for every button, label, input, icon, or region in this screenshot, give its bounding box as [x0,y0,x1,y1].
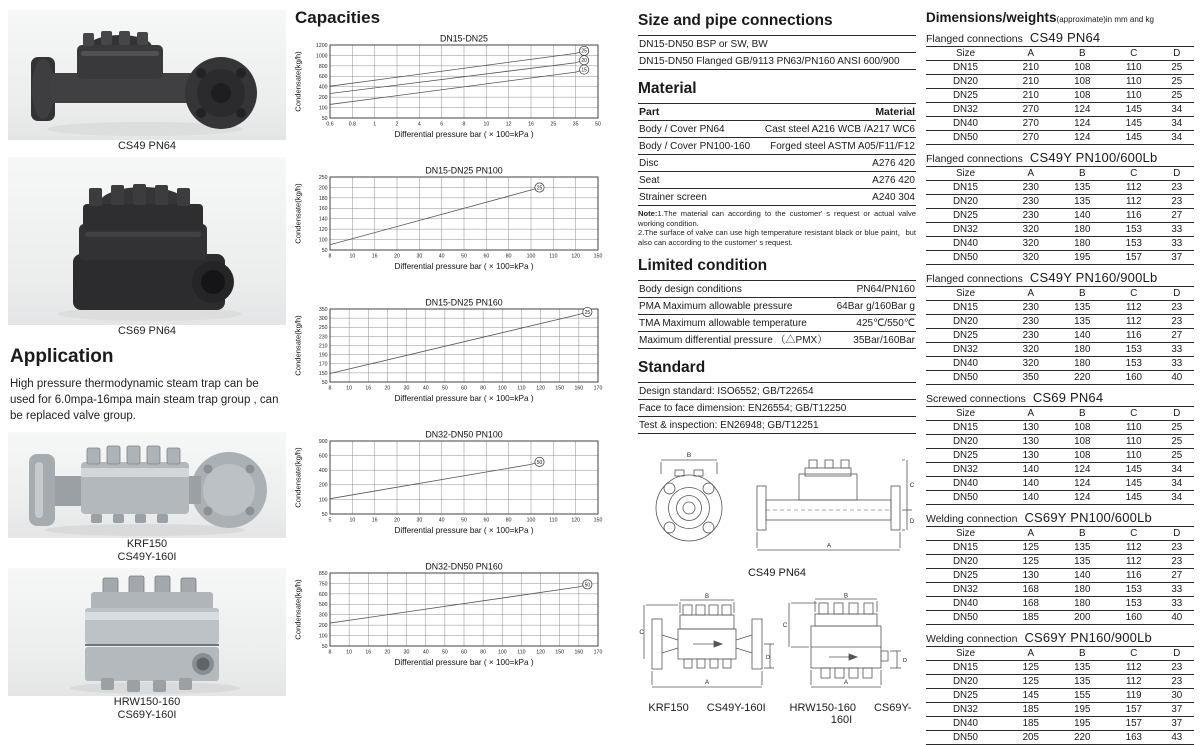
table-row: DN50 205 220 163 43 [926,731,1194,745]
svg-text:35: 35 [572,121,579,128]
table-row: DN32 140 124 145 34 [926,463,1194,477]
svg-text:8: 8 [328,385,332,392]
application-text: High pressure thermodynamic steam trap can be used for 6.0mpa-16mpa main steam trap group , can be replaced valve group. [10,378,279,422]
capacity-chart-dn32-dn50-pn100 [293,428,627,555]
svg-text:20: 20 [394,517,400,524]
dim-table-screwed-cs69-pn64 [926,390,1194,505]
spec-row: DN15-DN50 Flanged GB/9113 PN63/PN160 ANSI 600/900 [638,53,916,70]
krf150-drawing [638,593,776,695]
svg-text:A: A [843,680,849,686]
svg-text:150: 150 [555,385,565,392]
svg-text:190: 190 [318,352,328,359]
table-caption: Welding connection CS69Y PN160/900Lb [926,630,1152,645]
spec-row: Seat A276 420 [638,172,916,189]
capacity-chart-dn32-dn50-pn160 [293,560,627,687]
hrw150-drawing [781,593,911,695]
table-row: DN15 230 135 112 23 [926,301,1194,315]
svg-text:Condensate(kg/h): Condensate(kg/h) [293,579,303,640]
svg-text:110: 110 [517,385,526,392]
svg-text:250: 250 [318,325,328,332]
table-row: DN20 125 135 112 23 [926,675,1194,689]
svg-text:DN15-DN25: DN15-DN25 [440,33,488,44]
svg-text:Differential pressure bar ( ×: Differential pressure bar ( × 100=kPa ) [394,526,534,535]
spec-row: Test & inspection: EN26948; GB/T12251 [638,417,916,434]
svg-text:150: 150 [318,370,328,377]
spec-row: Face to face dimension: EN26554; GB/T12250 [638,400,916,417]
material-header-row: Part Material [638,104,916,121]
svg-text:60: 60 [483,253,490,260]
svg-text:10: 10 [346,649,353,656]
svg-text:D: D [903,658,907,664]
svg-text:1: 1 [373,121,377,128]
spec-row: Strainer screen A240 304 [638,189,916,206]
column-header: B [1057,167,1109,181]
table-caption: Screwed connections CS69 PN64 [926,390,1104,405]
svg-text:350: 350 [318,306,328,313]
svg-text:120: 120 [318,227,328,234]
product-photos-column [8,0,286,722]
svg-text:8: 8 [328,253,332,260]
table-row: DN40 168 180 153 33 [926,597,1194,611]
svg-text:400: 400 [318,84,328,91]
svg-text:50: 50 [321,379,328,386]
cs49-drawing-caption: CS49 PN64 [747,567,807,579]
svg-text:50: 50 [321,115,328,122]
svg-text:100: 100 [526,517,536,524]
dimensions-table [926,286,1194,385]
dim-table-flanged-cs49y-pn160 [926,270,1194,385]
svg-text:16: 16 [371,517,378,524]
svg-text:10: 10 [349,253,356,260]
photo-cs69-pn64 [8,157,286,325]
svg-text:C: C [909,483,915,489]
table-row: DN15 210 108 110 25 [926,61,1194,75]
svg-text:100: 100 [318,237,328,244]
dimensions-table [926,406,1194,505]
column-header: B [1057,287,1109,301]
svg-text:200: 200 [318,482,328,489]
capacity-chart-dn15-dn25 [293,32,627,159]
svg-text:20: 20 [384,385,391,392]
svg-text:8: 8 [328,649,332,656]
column-header: D [1160,47,1194,61]
svg-text:50: 50 [441,649,448,656]
table-row: DN15 230 135 112 23 [926,181,1194,195]
dim-table-welding-cs69y-pn160 [926,630,1194,745]
svg-text:16: 16 [371,253,378,260]
svg-text:150: 150 [593,253,603,260]
size-section-title: Size and pipe connections [638,12,833,29]
svg-text:120: 120 [536,385,545,392]
table-row: DN20 210 108 110 25 [926,75,1194,89]
application-section [8,346,286,424]
photo-cs49-pn64 [8,10,286,140]
svg-text:50: 50 [321,247,328,254]
svg-text:110: 110 [549,517,558,524]
spec-row: TMA Maximum allowable temperature 425℃/550℃ [638,315,916,332]
svg-text:300: 300 [318,612,328,619]
table-row: DN25 210 108 110 25 [926,89,1194,103]
table-caption: Flanged connections CS49Y PN100/600Lb [926,150,1158,165]
svg-text:10: 10 [349,517,356,524]
svg-text:0.6: 0.6 [326,121,334,128]
table-row: DN20 230 135 112 23 [926,315,1194,329]
valve-photo-illustration [15,434,280,538]
svg-text:230: 230 [318,334,328,341]
svg-text:4: 4 [417,121,421,128]
table-row: DN20 125 135 112 23 [926,555,1194,569]
capacity-chart-dn15-dn25-pn160 [293,296,627,423]
svg-text:80: 80 [480,649,487,656]
dim-table-welding-cs69y-pn100 [926,510,1194,625]
capacities-title: Capacities [295,8,381,27]
column-header: D [1160,167,1194,181]
svg-text:B: B [686,452,692,459]
svg-text:1200: 1200 [315,42,328,49]
table-row: DN15 125 135 112 23 [926,541,1194,555]
svg-text:100: 100 [318,633,328,640]
spec-row: Maximum differential pressure （△PMX） 35Bar/160Bar [638,332,916,349]
svg-text:750: 750 [318,581,328,588]
svg-text:30: 30 [416,517,423,524]
column-header: Size [926,407,1005,421]
hrw150-technical-drawing [776,593,916,726]
svg-text:20: 20 [394,253,400,260]
svg-text:Differential pressure bar ( ×: Differential pressure bar ( × 100=kPa ) [394,262,534,271]
table-row: DN50 185 200 160 40 [926,611,1194,625]
photo-hrw150 [8,568,286,696]
svg-text:Differential pressure bar ( ×: Differential pressure bar ( × 100=kPa ) [394,130,534,139]
valve-photo-illustration [15,162,280,325]
table-row: DN25 130 108 110 25 [926,449,1194,463]
table-row: DN32 320 180 153 33 [926,343,1194,357]
table-row: DN15 130 108 110 25 [926,421,1194,435]
table-caption: Flanged connections CS49 PN64 [926,30,1101,45]
dim-table-flanged-cs49y-pn100 [926,150,1194,265]
svg-text:16: 16 [365,385,372,392]
column-header: D [1160,407,1194,421]
svg-text:160: 160 [318,206,328,213]
spec-row: Body design conditions PN64/PN160 [638,281,916,298]
column-header: C [1108,287,1160,301]
table-row: DN20 130 108 110 25 [926,435,1194,449]
svg-text:50: 50 [461,253,467,260]
svg-text:C: C [639,630,644,636]
dim-table-flanged-cs49-pn64 [926,30,1194,145]
spec-row: DN15-DN50 BSP or SW, BW [638,36,916,53]
svg-text:80: 80 [505,253,512,260]
svg-text:Differential pressure bar ( ×: Differential pressure bar ( × 100=kPa ) [394,394,534,403]
table-row: DN25 230 140 116 27 [926,209,1194,223]
table-row: DN50 350 220 160 40 [926,371,1194,385]
column-header: A [1005,647,1057,661]
capacity-chart-dn15-dn25-pn100 [293,164,627,291]
svg-text:40: 40 [422,385,429,392]
svg-text:A: A [826,542,832,550]
svg-text:1000: 1000 [315,53,328,60]
svg-text:8: 8 [462,121,466,128]
svg-text:160: 160 [574,385,584,392]
svg-text:120: 120 [571,253,580,260]
column-header: C [1108,527,1160,541]
svg-text:Condensate(kg/h): Condensate(kg/h) [293,447,303,508]
table-row: DN32 185 195 157 37 [926,703,1194,717]
table-row: DN20 230 135 112 23 [926,195,1194,209]
spec-row: Design standard: ISO6552; GB/T22654 [638,383,916,400]
material-section-title: Material [638,80,697,97]
svg-text:C: C [782,623,788,629]
dimensions-table [926,166,1194,265]
application-title: Application [10,346,114,367]
table-row: DN40 320 180 153 33 [926,237,1194,251]
svg-text:180: 180 [318,195,328,202]
photo-krf150 [8,432,286,538]
svg-text:300: 300 [318,316,328,323]
svg-text:80: 80 [480,385,487,392]
svg-text:250: 250 [318,174,328,181]
column-header: Size [926,287,1005,301]
svg-text:60: 60 [461,385,467,392]
svg-text:210: 210 [318,343,328,350]
svg-text:600: 600 [318,591,328,598]
svg-text:200: 200 [318,623,328,630]
svg-text:60: 60 [483,517,490,524]
svg-text:DN15-DN25 PN100: DN15-DN25 PN100 [425,165,503,176]
svg-text:B: B [843,593,849,600]
dimensions-column [926,0,1194,745]
svg-text:20: 20 [581,58,587,65]
column-header: C [1108,647,1160,661]
svg-text:Condensate(kg/h): Condensate(kg/h) [293,183,303,244]
svg-text:120: 120 [571,517,580,524]
svg-text:200: 200 [318,185,328,192]
svg-text:6: 6 [440,121,444,128]
svg-text:120: 120 [536,649,545,656]
column-header: B [1057,407,1109,421]
table-row: DN50 140 124 145 34 [926,491,1194,505]
svg-text:60: 60 [461,649,467,656]
limited-section-title: Limited condition [638,257,768,274]
column-header: C [1108,407,1160,421]
table-caption: Flanged connections CS49Y PN160/900Lb [926,270,1158,285]
specs-column [638,0,916,726]
spec-row: Body / Cover PN100-160 Forged steel ASTM A05/F11/F12 [638,138,916,155]
table-row: DN25 145 155 119 30 [926,689,1194,703]
svg-text:25: 25 [581,48,587,55]
svg-text:170: 170 [593,385,603,392]
svg-text:100: 100 [526,253,536,260]
svg-text:5: 5 [328,517,332,524]
svg-text:150: 150 [555,649,565,656]
standard-rows [638,382,916,434]
svg-text:25: 25 [536,185,543,192]
photo-caption: HRW150-160 CS69Y-160I [113,696,181,721]
column-header: B [1057,47,1109,61]
table-row: DN40 140 124 145 34 [926,477,1194,491]
column-header: Size [926,47,1005,61]
svg-text:Differential pressure bar ( ×: Differential pressure bar ( × 100=kPa ) [394,658,534,667]
material-table [638,103,916,206]
svg-text:100: 100 [318,105,328,112]
svg-text:30: 30 [403,385,410,392]
standard-section-title: Standard [638,359,706,376]
table-row: DN32 320 180 153 33 [926,223,1194,237]
capacities-column [293,0,627,692]
svg-text:0.8: 0.8 [348,121,356,128]
svg-text:170: 170 [318,361,328,368]
column-header: C [1108,167,1160,181]
svg-text:12: 12 [505,121,512,128]
svg-text:DN32-DN50 PN160: DN32-DN50 PN160 [425,561,503,572]
svg-text:15: 15 [581,67,587,74]
column-header: D [1160,287,1194,301]
svg-text:40: 40 [422,649,429,656]
cs49-technical-drawing [638,444,916,579]
dimensions-table [926,526,1194,625]
svg-text:50: 50 [321,643,328,650]
svg-text:100: 100 [497,385,507,392]
svg-text:40: 40 [438,253,445,260]
table-row: DN32 270 124 145 34 [926,103,1194,117]
table-row: DN40 185 195 157 37 [926,717,1194,731]
svg-text:850: 850 [318,570,328,577]
krf150-drawing-caption: KRF150 CS49Y-160I [648,702,766,714]
svg-text:20: 20 [384,649,391,656]
svg-text:900: 900 [318,438,328,445]
column-header: C [1108,47,1160,61]
dimensions-title: Dimensions/weights(approximate)in mm and kg [926,10,1154,25]
svg-text:80: 80 [505,517,512,524]
cs49-drawing [639,444,915,560]
material-note: Note:1.The material can according to the customer' s request or actual valve working condition. 2.The surface of valve can use high temperature resistant black or blue paint，but also can according to the customer' s request. [638,209,916,247]
table-caption: Welding connection CS69Y PN100/600Lb [926,510,1152,525]
table-row: DN25 230 140 116 27 [926,329,1194,343]
svg-text:140: 140 [318,216,328,223]
drawings-row [638,593,916,726]
photo-caption: CS69 PN64 [117,325,177,337]
svg-text:50: 50 [536,459,543,466]
table-row: DN25 130 140 116 27 [926,569,1194,583]
column-header: B [1057,527,1109,541]
column-header: A [1005,407,1057,421]
svg-text:50: 50 [584,582,591,589]
svg-text:30: 30 [403,649,410,656]
svg-text:A: A [704,680,710,686]
valve-photo-illustration [15,570,280,696]
column-header: A [1005,527,1057,541]
dimensions-table [926,46,1194,145]
svg-text:100: 100 [318,497,328,504]
svg-text:170: 170 [593,649,603,656]
svg-text:25: 25 [550,121,557,128]
photo-caption: CS49 PN64 [117,140,177,152]
svg-text:16: 16 [528,121,534,128]
svg-text:800: 800 [318,63,328,70]
column-header: B [1057,647,1109,661]
svg-text:Condensate(kg/h): Condensate(kg/h) [293,315,303,376]
svg-text:200: 200 [318,95,328,102]
column-header: D [1160,527,1194,541]
spec-row: PMA Maximum allowable pressure 64Bar g/160Bar g [638,298,916,315]
svg-text:600: 600 [318,74,328,81]
svg-text:2: 2 [395,121,399,128]
svg-text:100: 100 [497,649,507,656]
table-row: DN15 125 135 112 23 [926,661,1194,675]
svg-text:110: 110 [549,253,558,260]
table-row: DN40 270 124 145 34 [926,117,1194,131]
column-header: A [1005,287,1057,301]
column-header: D [1160,647,1194,661]
svg-text:25: 25 [584,309,591,316]
dimensions-table [926,646,1194,745]
column-header: Size [926,527,1005,541]
svg-text:600: 600 [318,453,328,460]
svg-text:10: 10 [483,121,490,128]
svg-text:DN15-DN25 PN160: DN15-DN25 PN160 [425,297,503,308]
svg-text:40: 40 [438,517,445,524]
svg-text:DN32-DN50 PN100: DN32-DN50 PN100 [425,429,503,440]
column-header: A [1005,167,1057,181]
svg-text:Condensate(kg/h): Condensate(kg/h) [293,51,303,112]
column-header: Size [926,167,1005,181]
spec-row: Disc A276 420 [638,155,916,172]
svg-text:D: D [909,519,915,525]
svg-text:30: 30 [416,253,423,260]
limited-rows [638,280,916,349]
size-rows [638,35,916,70]
svg-text:50: 50 [441,385,448,392]
svg-text:110: 110 [517,649,526,656]
table-row: DN40 320 180 153 33 [926,357,1194,371]
svg-text:150: 150 [593,517,603,524]
table-row: DN50 270 124 145 34 [926,131,1194,145]
column-header: Size [926,647,1005,661]
svg-text:16: 16 [365,649,372,656]
krf150-technical-drawing [638,593,776,726]
column-header: A [1005,47,1057,61]
svg-text:50: 50 [321,511,328,518]
table-row: DN32 168 180 153 33 [926,583,1194,597]
svg-text:500: 500 [318,602,328,609]
hrw150-drawing-caption: HRW150-160 CS69Y-160I [789,702,912,726]
svg-text:400: 400 [318,468,328,475]
svg-text:50: 50 [461,517,467,524]
table-row: DN50 320 195 157 37 [926,251,1194,265]
photo-caption: KRF150 CS49Y-160I [117,538,177,563]
svg-text:B: B [704,594,710,600]
svg-text:D: D [766,655,770,661]
svg-text:50: 50 [595,121,601,128]
svg-text:160: 160 [574,649,584,656]
svg-text:10: 10 [346,385,353,392]
valve-photo-illustration [15,15,280,140]
spec-row: Body / Cover PN64 Cast steel A216 WCB /A217 WC6 [638,121,916,138]
